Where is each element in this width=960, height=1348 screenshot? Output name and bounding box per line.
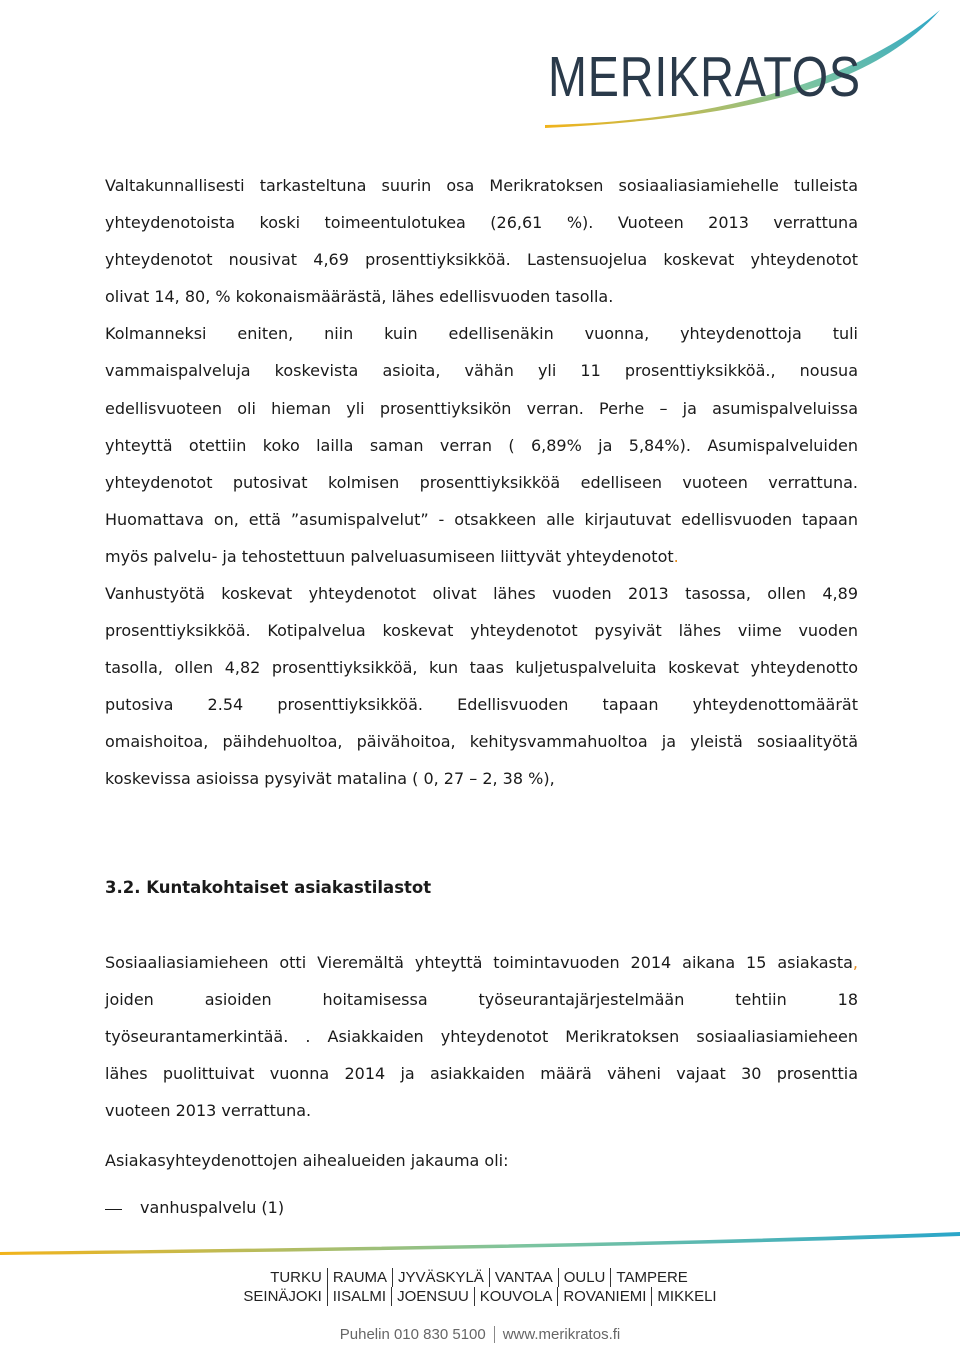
city-name: TAMPERE <box>610 1268 692 1287</box>
city-name: JOENSUU <box>391 1287 474 1306</box>
text-line: yhteydenotoista koski toimeentulotukea (26,61 %). Vuoteen 2013 verrattuna <box>105 213 858 233</box>
text-line: prosenttiyksikköä. Kotipalvelua koskevat yhteydenotot pysyivät lähes viime vuoden <box>105 621 858 641</box>
text-line: tasolla, ollen 4,82 prosenttiyksikköä, kun taas kuljetuspalveluita koskevat yhteydenotto <box>105 658 858 678</box>
text-line: Valtakunnallisesti tarkasteltuna suurin osa Merikratoksen sosiaaliasiamiehelle tulleista <box>105 176 858 195</box>
text-fragment: Sosiaaliasiamieheen otti Vieremältä yhteyttä toimintavuoden 2014 aikana 15 asiakasta <box>105 953 853 972</box>
text-line: yhteydenotot nousivat 4,69 prosenttiyksikköä. Lastensuojelua koskevat yhteydenotot <box>105 250 858 270</box>
city-name: KOUVOLA <box>474 1287 558 1306</box>
logo-text: MERIKRATOS <box>548 45 861 109</box>
orange-period: . <box>673 546 679 566</box>
text-line: yhteydenotot putosivat kolmisen prosenttiyksikköä edelliseen vuoteen verrattuna. <box>105 472 858 492</box>
footer-cities <box>0 1268 960 1306</box>
text-line: lähes puolittuivat vuonna 2014 ja asiakkaiden määrä väheni vajaat 30 prosenttia <box>105 1064 858 1084</box>
phone-number: Puhelin 010 830 5100 <box>339 1326 486 1343</box>
city-name: ROVANIEMI <box>557 1287 651 1306</box>
city-name: SEINÄJOKI <box>243 1288 322 1305</box>
paragraph-municipal-stats <box>105 944 858 1129</box>
text-line: vuoteen 2013 verrattuna. <box>105 1101 312 1121</box>
city-name: MIKKELI <box>651 1287 721 1306</box>
text-line: Kolmanneksi eniten, niin kuin edellisenäkin vuonna, yhteydenottoja tuli <box>105 324 858 344</box>
city-row <box>0 1268 960 1287</box>
text-line: koskevissa asioissa pysyivät matalina ( 0, 27 – 2, 38 %), <box>105 769 555 789</box>
list-item: vanhuspalvelu (1) <box>140 1198 285 1217</box>
city-name: RAUMA <box>327 1268 392 1287</box>
text-line <box>105 538 858 575</box>
city-row <box>0 1287 960 1306</box>
orange-comma: , <box>852 953 858 972</box>
list-bullet-dash <box>105 1209 122 1210</box>
distribution-intro: Asiakasyhteydenottojen aihealueiden jakauma oli: <box>105 1151 509 1170</box>
city-name: JYVÄSKYLÄ <box>392 1268 489 1287</box>
text-line: työseurantamerkintää. . Asiakkaiden yhteydenotot Merikratoksen sosiaaliasiamieheen <box>105 1027 858 1047</box>
text-line: edellisvuoteen oli hieman yli prosenttiyksikön verran. Perhe – ja asumispalveluissa <box>105 398 858 418</box>
footer-contact <box>0 1326 960 1343</box>
text-line: putosiva 2.54 prosenttiyksikköä. Edellisvuoden tapaan yhteydenottomäärät <box>105 695 858 715</box>
footer-swoosh-line <box>0 1232 960 1256</box>
text-fragment: myös palvelu- ja tehostettuun palveluasumiseen liittyvät yhteydenotot <box>105 546 674 566</box>
text-line: Huomattava on, että ”asumispalvelut” - otsakkeen alle kirjautuvat edellisvuoden tapaan <box>105 509 858 529</box>
text-line: vammaispalveluja koskevista asioita, vähän yli 11 prosenttiyksikköä., nousua <box>105 361 858 381</box>
city-name: TURKU <box>270 1269 322 1286</box>
text-line: joiden asioiden hoitamisessa työseurantajärjestelmään tehtiin 18 <box>105 990 858 1010</box>
text-line: olivat 14, 80, % kokonaismäärästä, lähes edellisvuoden tasolla. <box>105 287 614 307</box>
paragraph-elderly-services <box>105 575 858 798</box>
paragraph-national-overview <box>105 167 858 575</box>
city-name: VANTAA <box>489 1268 558 1287</box>
text-line: yhteyttä otettiin koko lailla saman verran ( 6,89% ja 5,84%). Asumispalveluiden <box>105 435 858 455</box>
website-link[interactable]: www.merikratos.fi <box>494 1326 629 1343</box>
text-line: omaishoitoa, päihdehuoltoa, päivähoitoa, kehitysvammahuoltoa ja yleistä sosiaalityötä <box>105 732 858 752</box>
city-name: IISALMI <box>327 1287 391 1306</box>
text-line <box>105 944 858 981</box>
text-line: Vanhustyötä koskevat yhteydenotot olivat lähes vuoden 2013 tasossa, ollen 4,89 <box>105 584 858 603</box>
section-heading: 3.2. Kuntakohtaiset asiakastilastot <box>105 878 432 897</box>
city-name: OULU <box>558 1268 611 1287</box>
